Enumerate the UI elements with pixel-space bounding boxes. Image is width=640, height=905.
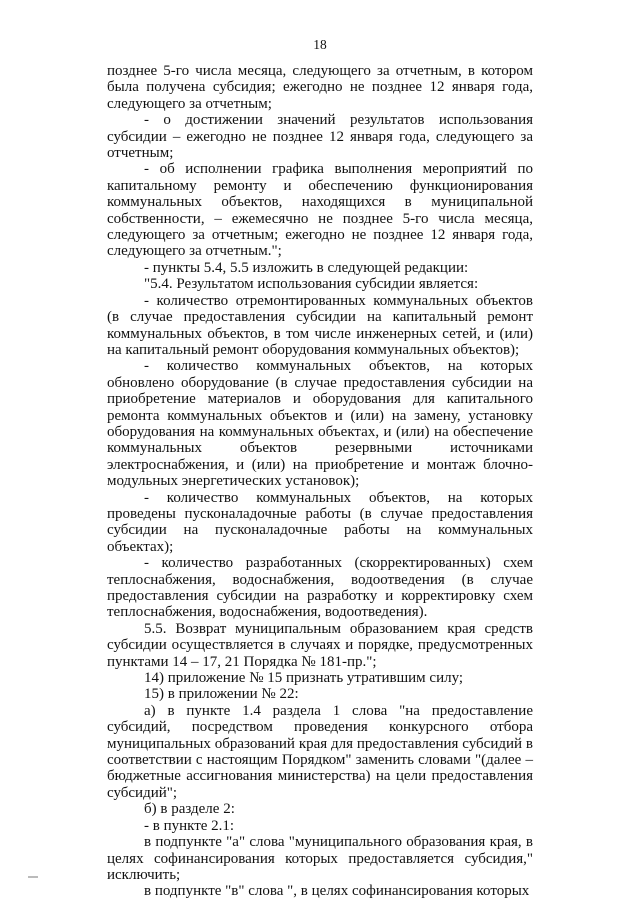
scan-edge-mark xyxy=(28,876,38,878)
page-number: 18 xyxy=(313,37,327,52)
paragraph: - о достижении значений результатов использования субсидии – ежегодно не позднее 12 января года, следующего за отчетным; xyxy=(107,112,533,162)
paragraph: - пункты 5.4, 5.5 изложить в следующей редакции: xyxy=(144,259,469,276)
paragraph: "5.4. Результатом использования субсидии является: xyxy=(144,276,479,293)
paragraph: позднее 5-го числа месяца, следующего за отчетным, в котором была получена субсидия; ежегодно не позднее 12 января года, следующего за отчетным; xyxy=(107,63,533,112)
paragraph: 5.5. Возврат муниципальным образованием края средств субсидии осуществляется в случаях и порядке, предусмотренных пунктами 14 – 17, 21 Порядка № 181-пр."; xyxy=(107,620,533,670)
document-body xyxy=(107,63,533,900)
paragraph: - количество коммунальных объектов, на которых обновлено оборудование (в случае предоставления субсидии на приобретение материалов и оборудования для капитального ремонта коммунальных объектов и (или) на замену, установку оборудования на коммунальных объектах, и (или) на обеспечение коммунальных объектов резервными источниками электроснабжения, и (или) на приобретение и монтаж блочно-модульных энергетических установок); xyxy=(107,358,533,490)
paragraph: б) в разделе 2: xyxy=(144,801,235,818)
paragraph: - количество отремонтированных коммунальных объектов (в случае предоставления субсидии на капитальный ремонт коммунальных объектов, в том числе инженерных сетей, и (или) на капитальный ремонт оборудования коммунальных объектов); xyxy=(107,292,533,358)
paragraph: - в пункте 2.1: xyxy=(144,817,235,834)
paragraph: в подпункте "а" слова "муниципального образования края, в целях софинансирования которых предоставляется субсидия," исключить; xyxy=(107,834,533,883)
paragraph: в подпункте "в" слова ", в целях софинансирования которых xyxy=(144,883,530,900)
paragraph: 14) приложение № 15 признать утратившим силу; xyxy=(144,670,464,687)
paragraph: - об исполнении графика выполнения мероприятий по капитальному ремонту и обеспечению функционирования коммунальных объектов, находящихся в муниципальной собственности, – ежемесячно не позднее 5-го числа месяца, следующего за отчетным; ежегодно не позднее 12 января года, следующего за отчетным."; xyxy=(107,161,533,260)
paragraph: - количество разработанных (скорректированных) схем теплоснабжения, водоснабжения, водоотведения (в случае предоставления субсидии на разработку и корректировку схем теплоснабжения, водоснабжения, водоотведения). xyxy=(107,555,533,621)
paragraph: - количество коммунальных объектов, на которых проведены пусконаладочные работы (в случае предоставления субсидии на пусконаладочные работы на коммунальных объектах); xyxy=(107,489,533,555)
paragraph: 15) в приложении № 22: xyxy=(144,686,299,703)
paragraph: а) в пункте 1.4 раздела 1 слова "на предоставление субсидий, посредством проведения конкурсного отбора муниципальных образований края для предоставления субсидий в соответствии с настоящим Порядком" заменить словами "(далее – бюджетные ассигнования министерства) на цели предоставления субсидий"; xyxy=(107,702,533,801)
